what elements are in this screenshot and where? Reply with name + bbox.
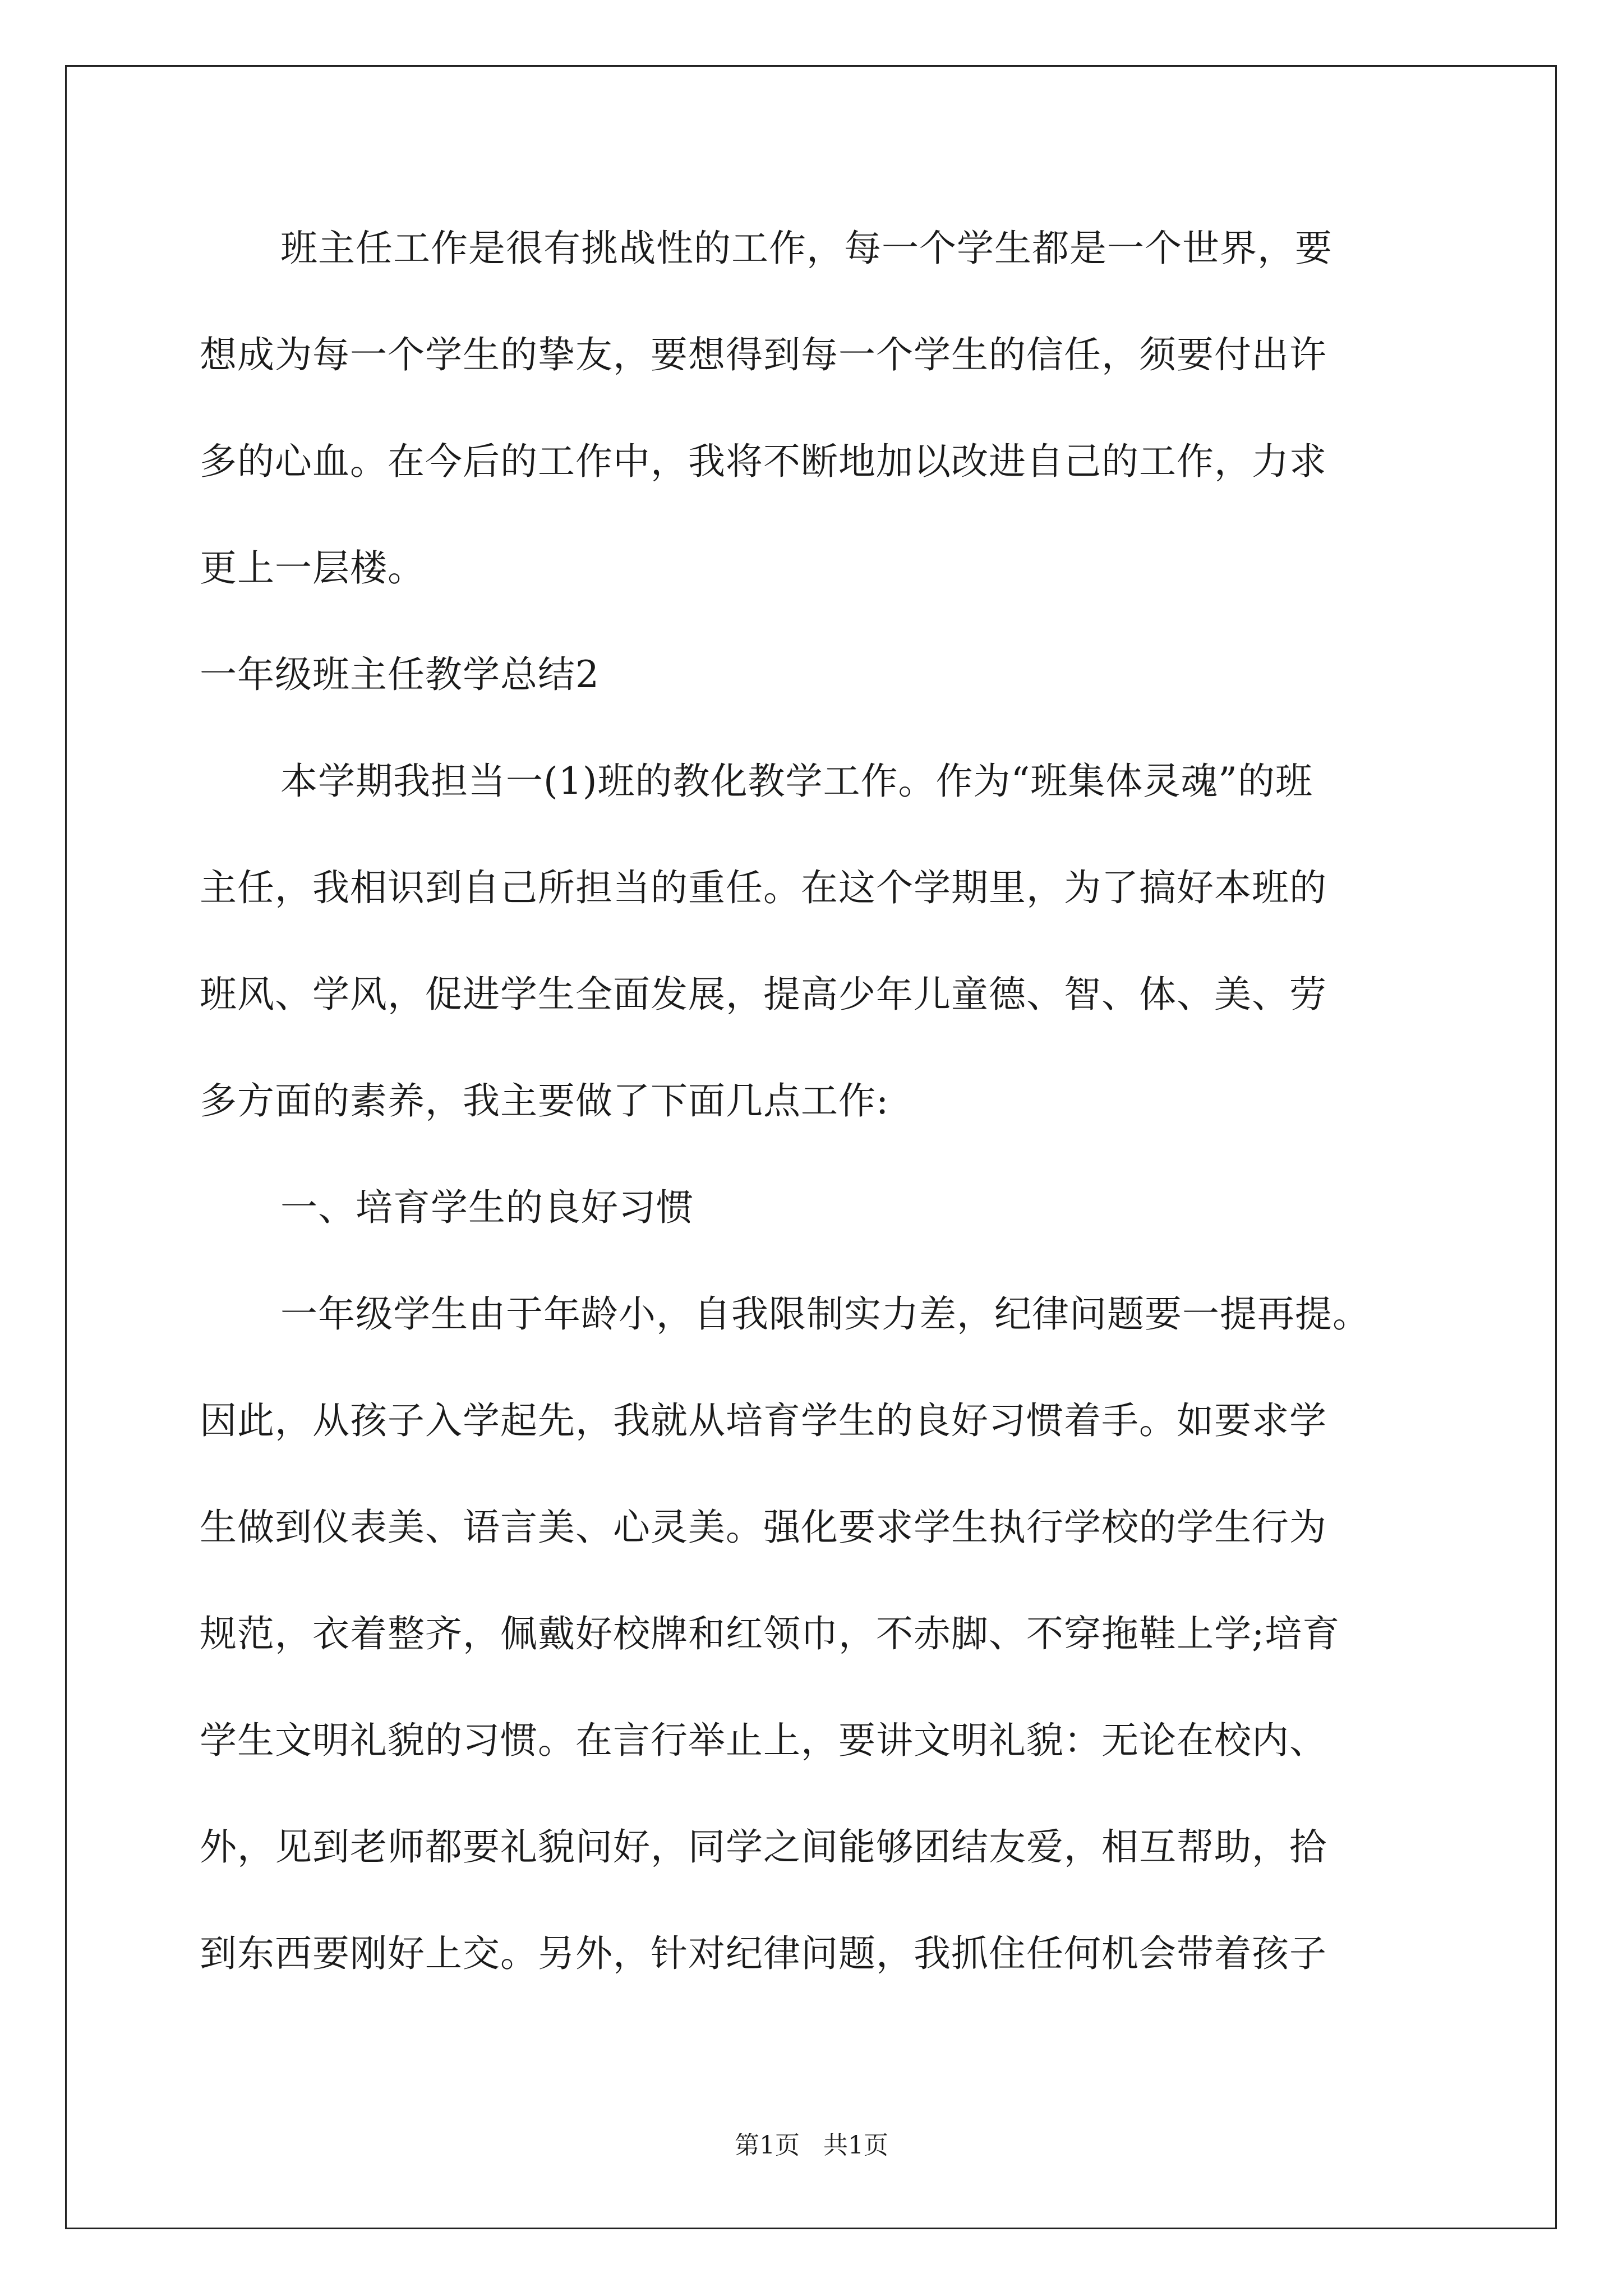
paragraph-line: 更上一层楼。 [200, 546, 425, 590]
paragraph-line: 主任，我相识到自己所担当的重任。在这个学期里，为了搞好本班的 [200, 866, 1327, 909]
paragraph-line: 规范，衣着整齐，佩戴好校牌和红领巾，不赤脚、不穿拖鞋上学;培育 [200, 1612, 1340, 1655]
page-frame [65, 65, 1557, 2229]
paragraph-line: 生做到仪表美、语言美、心灵美。强化要求学生执行学校的学生行为 [200, 1506, 1327, 1549]
paragraph-line: 外，见到老师都要礼貌问好，同学之间能够团结友爱，相互帮助，拾 [200, 1825, 1327, 1869]
paragraph-line: 班风、学风，促进学生全面发展，提高少年儿童德、智、体、美、劳 [200, 973, 1327, 1016]
paragraph-line: 班主任工作是很有挑战性的工作，每一个学生都是一个世界，要 [280, 227, 1332, 270]
paragraph-line: 学生文明礼貌的习惯。在言行举止上，要讲文明礼貌：无论在校内、 [200, 1719, 1327, 1762]
paragraph-line: 多的心血。在今后的工作中，我将不断地加以改进自己的工作，力求 [200, 440, 1327, 483]
paragraph-line: 一年级学生由于年龄小，自我限制实力差，纪律问题要一提再提。 [280, 1292, 1370, 1336]
page-number-footer: 第1页 共1页 [735, 2131, 888, 2160]
paragraph-line: 想成为每一个学生的挚友，要想得到每一个学生的信任，须要付出许 [200, 333, 1327, 376]
paragraph-line: 本学期我担当一(1)班的教化教学工作。作为“班集体灵魂”的班 [280, 760, 1313, 803]
subheading: 一、培育学生的良好习惯 [280, 1186, 694, 1229]
section-title: 一年级班主任教学总结2 [200, 653, 600, 696]
paragraph-line: 因此，从孩子入学起先，我就从培育学生的良好习惯着手。如要求学 [200, 1399, 1327, 1442]
paragraph-line: 到东西要刚好上交。另外，针对纪律问题，我抓住任何机会带着孩子 [200, 1932, 1327, 1975]
paragraph-line: 多方面的素养，我主要做了下面几点工作: [200, 1079, 889, 1122]
